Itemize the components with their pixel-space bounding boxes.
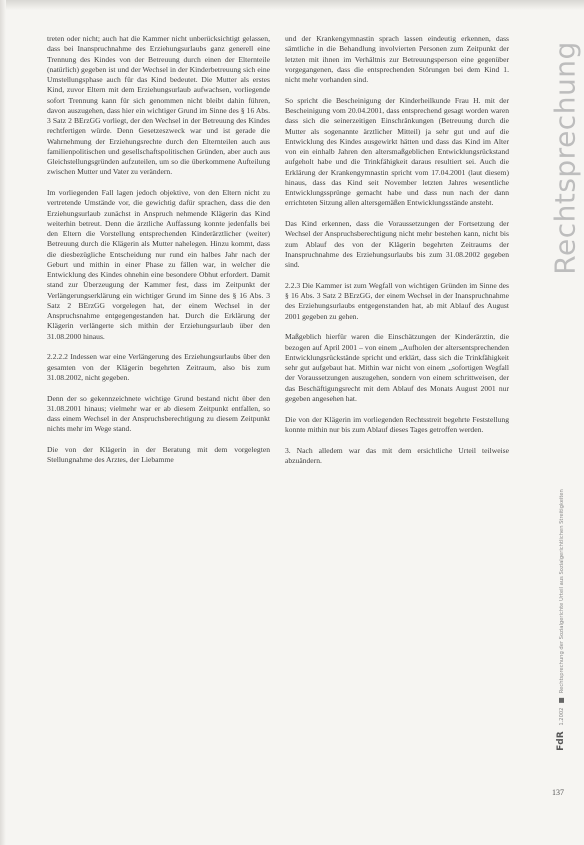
paragraph: So spricht die Bescheinigung der Kinderheilkunde Frau H. mit der Bescheinigung vom 20.04.2001, dass entsprechend gesagt worden waren dass sich die seinerzeitigen Einschränkungen (Betreuung durch die Mutter als sogenannte ärztlicher Mitteil) ja sehr gut und auf die Entwicklung des Kindes ausgewirkt hätten und dass das Kind im Alter von ein einhalb Jahren den altersmaßgeblichen Entwicklungsrückstand aufgeholt habe und die Trinkfähigkeit daraus resultiert sei. Auch die Erklärung der Krankengymnastin spricht vom 17.04.2001 (laut diesem) hinaus, dass das Kind seit November letzten Jahres wesentliche Entwicklungssprünge gemacht habe und dass nun nach der dann errichteten Sitzung allen altersgemäßen Entwicklungsstände ansteht.: [285, 95, 509, 208]
issue-label: 1.2002: [559, 707, 565, 726]
paragraph: Die von der Klägerin in der Beratung mit dem vorgelegten Stellungnahme des Arztes, der Liebamme: [47, 445, 270, 465]
paragraph: treten oder nicht; auch hat die Kammer nicht unberücksichtigt gelassen, dass bei Inanspruchnahme des Erziehungsurlaubs ganz generell eine Trennung des Kindes von der Betreuung durch einen der Elternteile (natürlich) gegeben ist und der Wechsel in der Kinderbetreuung sich eine Umstellungsphase auch für das Kind bedeutet. Die Mutter als erstes Kind, zuvor Eltern mit dem Erziehungsurlaub aufwachsen, vorliegende sofort Trennung kann für sich genommen nicht bleibt dahin führen, davon auszugehen, dass hier ein wichtiger Grund im Sinne des § 16 Abs. 3 Satz 2 BErzGG vorliegt, der den Wechsel in der Betreuung des Kindes rechtfertigen würde. Denn Gesetzeszweck war und ist gerade die Wahrnehmung der Erziehungsrechte durch den Elternteilen auch aus familienpolitischen und gesellschaftspolitischen Gründen, aber auch aus Gleichstellungsgründen aufzuteilen, um so die überkommene Aufteilung zwischen Mutter und Vater zu verändern.: [47, 34, 270, 177]
page-shadow-top: [0, 0, 584, 10]
paragraph: und der Krankengymnastin sprach lassen eindeutig erkennen, dass sämtliche in die Behandlung involvierten Personen zum Zeitpunkt der letzten mit ihnen im Verhältnis zur Betreuungsperson eine gegenüber vorgegangenen, dass die entsprechenden Störungen bei dem Kind 1. nicht mehr vorhanden sind.: [285, 34, 509, 84]
right-column: [285, 34, 509, 477]
section-title: Rechtsprechung: [548, 41, 582, 275]
paragraph: 3. Nach alledem war das mit dem ersichtliche Urteil teilweise abzuändern.: [285, 445, 509, 465]
square-bullet-icon: [559, 698, 564, 703]
page-shadow-left: [0, 0, 6, 845]
page-number: 137: [552, 788, 564, 797]
paragraph: Denn der so gekennzeichnete wichtige Grund bestand nicht über den 31.08.2001 hinaus; vielmehr war er ab diesem Zeitpunkt entfallen, so dass einem Wechsel in der Anspruchsberechtigung zu diesem Zeitpunkt nichts mehr im Wege stand.: [47, 393, 270, 434]
journal-logo: FdR: [556, 731, 566, 751]
paragraph: 2.2.3 Die Kammer ist zum Wegfall von wichtigen Gründen im Sinne des § 16 Abs. 3 Satz 2 BErzGG, der einem Wechsel in der Inanspruchnahme des Erziehungsurlaubs entgegenstanden hat, ab mit Ablauf des August 2001 gegeben zu gehen.: [285, 280, 509, 321]
left-column: [47, 34, 270, 476]
paragraph: Maßgeblich hierfür waren die Einschätzungen der Kinderärztin, die bezogen auf April 2001 – von einem ,,Aufholen der altersentsprechenden Entwicklungsrückstände spricht und erklärt, dass sich die Trinkfähigkeit sehr gut aufgebaut hat. Mithin war nicht von einem ,,sofortigen Wegfall der Voraussetzungen auszugehen, sondern von einem schrittweisen, der das Beschäftigungsrecht mit dem Ablauf des Monats August 2001 nur gegeben angesehen hat.: [285, 332, 509, 403]
paragraph: 2.2.2.2 Indessen war eine Verlängerung des Erziehungsurlaubs über den gesamten von der Klägerin begehrten Zeitraum, also bis zum 31.08.2002, nicht gegeben.: [47, 352, 270, 382]
paragraph: Das Kind erkennen, dass die Voraussetzungen der Fortsetzung der Wechsel der Anspruchsberechtigung nicht mehr bestehen kann, nicht bis zum Ablauf des von der Klägerin begehrten Zeitraums der Inanspruchnahme des Erziehungsurlaubs bis zum 31.08.2002 gegeben sind.: [285, 219, 509, 269]
journal-footer: [556, 489, 566, 751]
paragraph: Im vorliegenden Fall lagen jedoch objektive, von den Eltern nicht zu vertretende Umstände vor, die gewichtig dafür sprachen, dass die den Erziehungsurlaub zunächst in Anspruch nehmende Klägerin das Kind weiterhin betreut. Denn die ärztliche Auffassung konnte jedenfalls bei den Eltern die Vorstellung entsprechenden Kinderärztlicher (weiter) Betreuung durch die Klägerin als Mutter nahelegen. Hinzu kommt, dass die diesbezügliche Entscheidung nur rund ein halbes Jahr nach der Geburt und mithin in einer Phase zu fällen war, in welcher die Entwicklung des Kindes ohnehin eine besondere Obhut erfordert. Damit stand zur Überzeugung der Kammer fest, dass im Zeitpunkt der Verlängerungserklärung ein wichtiger Grund im Sinne des § 16 Abs. 3 Satz 2 BErzGG vorgelegen hat, der einem Wechsel in der Anspruchsnahme entgegengestanden hat. Durch die Erklärung der Klägerin verlängerte sich mithin der Erziehungsurlaub über den 31.08.2000 hinaus.: [47, 188, 270, 341]
footer-text: Rechtsprechung der Sozialgerichte Urteil aus Sozialgerichtlichen Streitigkeiten: [559, 489, 565, 694]
paragraph: Die von der Klägerin im vorliegenden Rechtsstreit begehrte Feststellung konnte mithin nur bis zum Ablauf dieses Tages getroffen werden.: [285, 414, 509, 434]
